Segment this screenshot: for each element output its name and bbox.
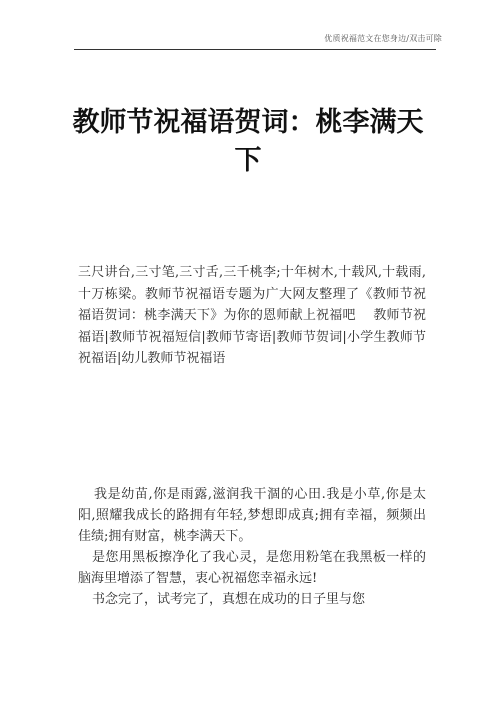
body-paragraph: 我是幼苗,你是雨露,滋润我干涸的心田.我是小草,你是太阳,照耀我成长的路拥有年轻,梦想即成真;拥有幸福，频频出佳绩;拥有财富，桃李满天下。	[78, 487, 426, 544]
header-note: 优质祝福范文在您身边/双击可除	[324, 34, 442, 43]
intro-paragraph: 三尺讲台,三寸笔,三寸舌,三千桃李;十年树木,十载风,十载雨,十万栋梁。教师节祝福语专题为广大网友整理了《教师节祝福语贺词：桃李满天下》为你的恩师献上祝福吧 教师节祝福语|教师节祝福短信|教师节寄语|教师节贺词|小学生教师节祝福语|幼儿教师节祝福语	[78, 265, 426, 366]
body-paragraph: 是您用黑板擦净化了我心灵，是您用粉笔在我黑板一样的脑海里增添了智慧，衷心祝福您幸福永远!	[78, 550, 426, 586]
body-paragraph: 书念完了，试考完了，真想在成功的日子里与您	[92, 592, 366, 607]
header-divider	[74, 49, 436, 50]
document-title: 教师节祝福语贺词：桃李满天下	[72, 107, 424, 176]
body-text	[78, 484, 426, 610]
